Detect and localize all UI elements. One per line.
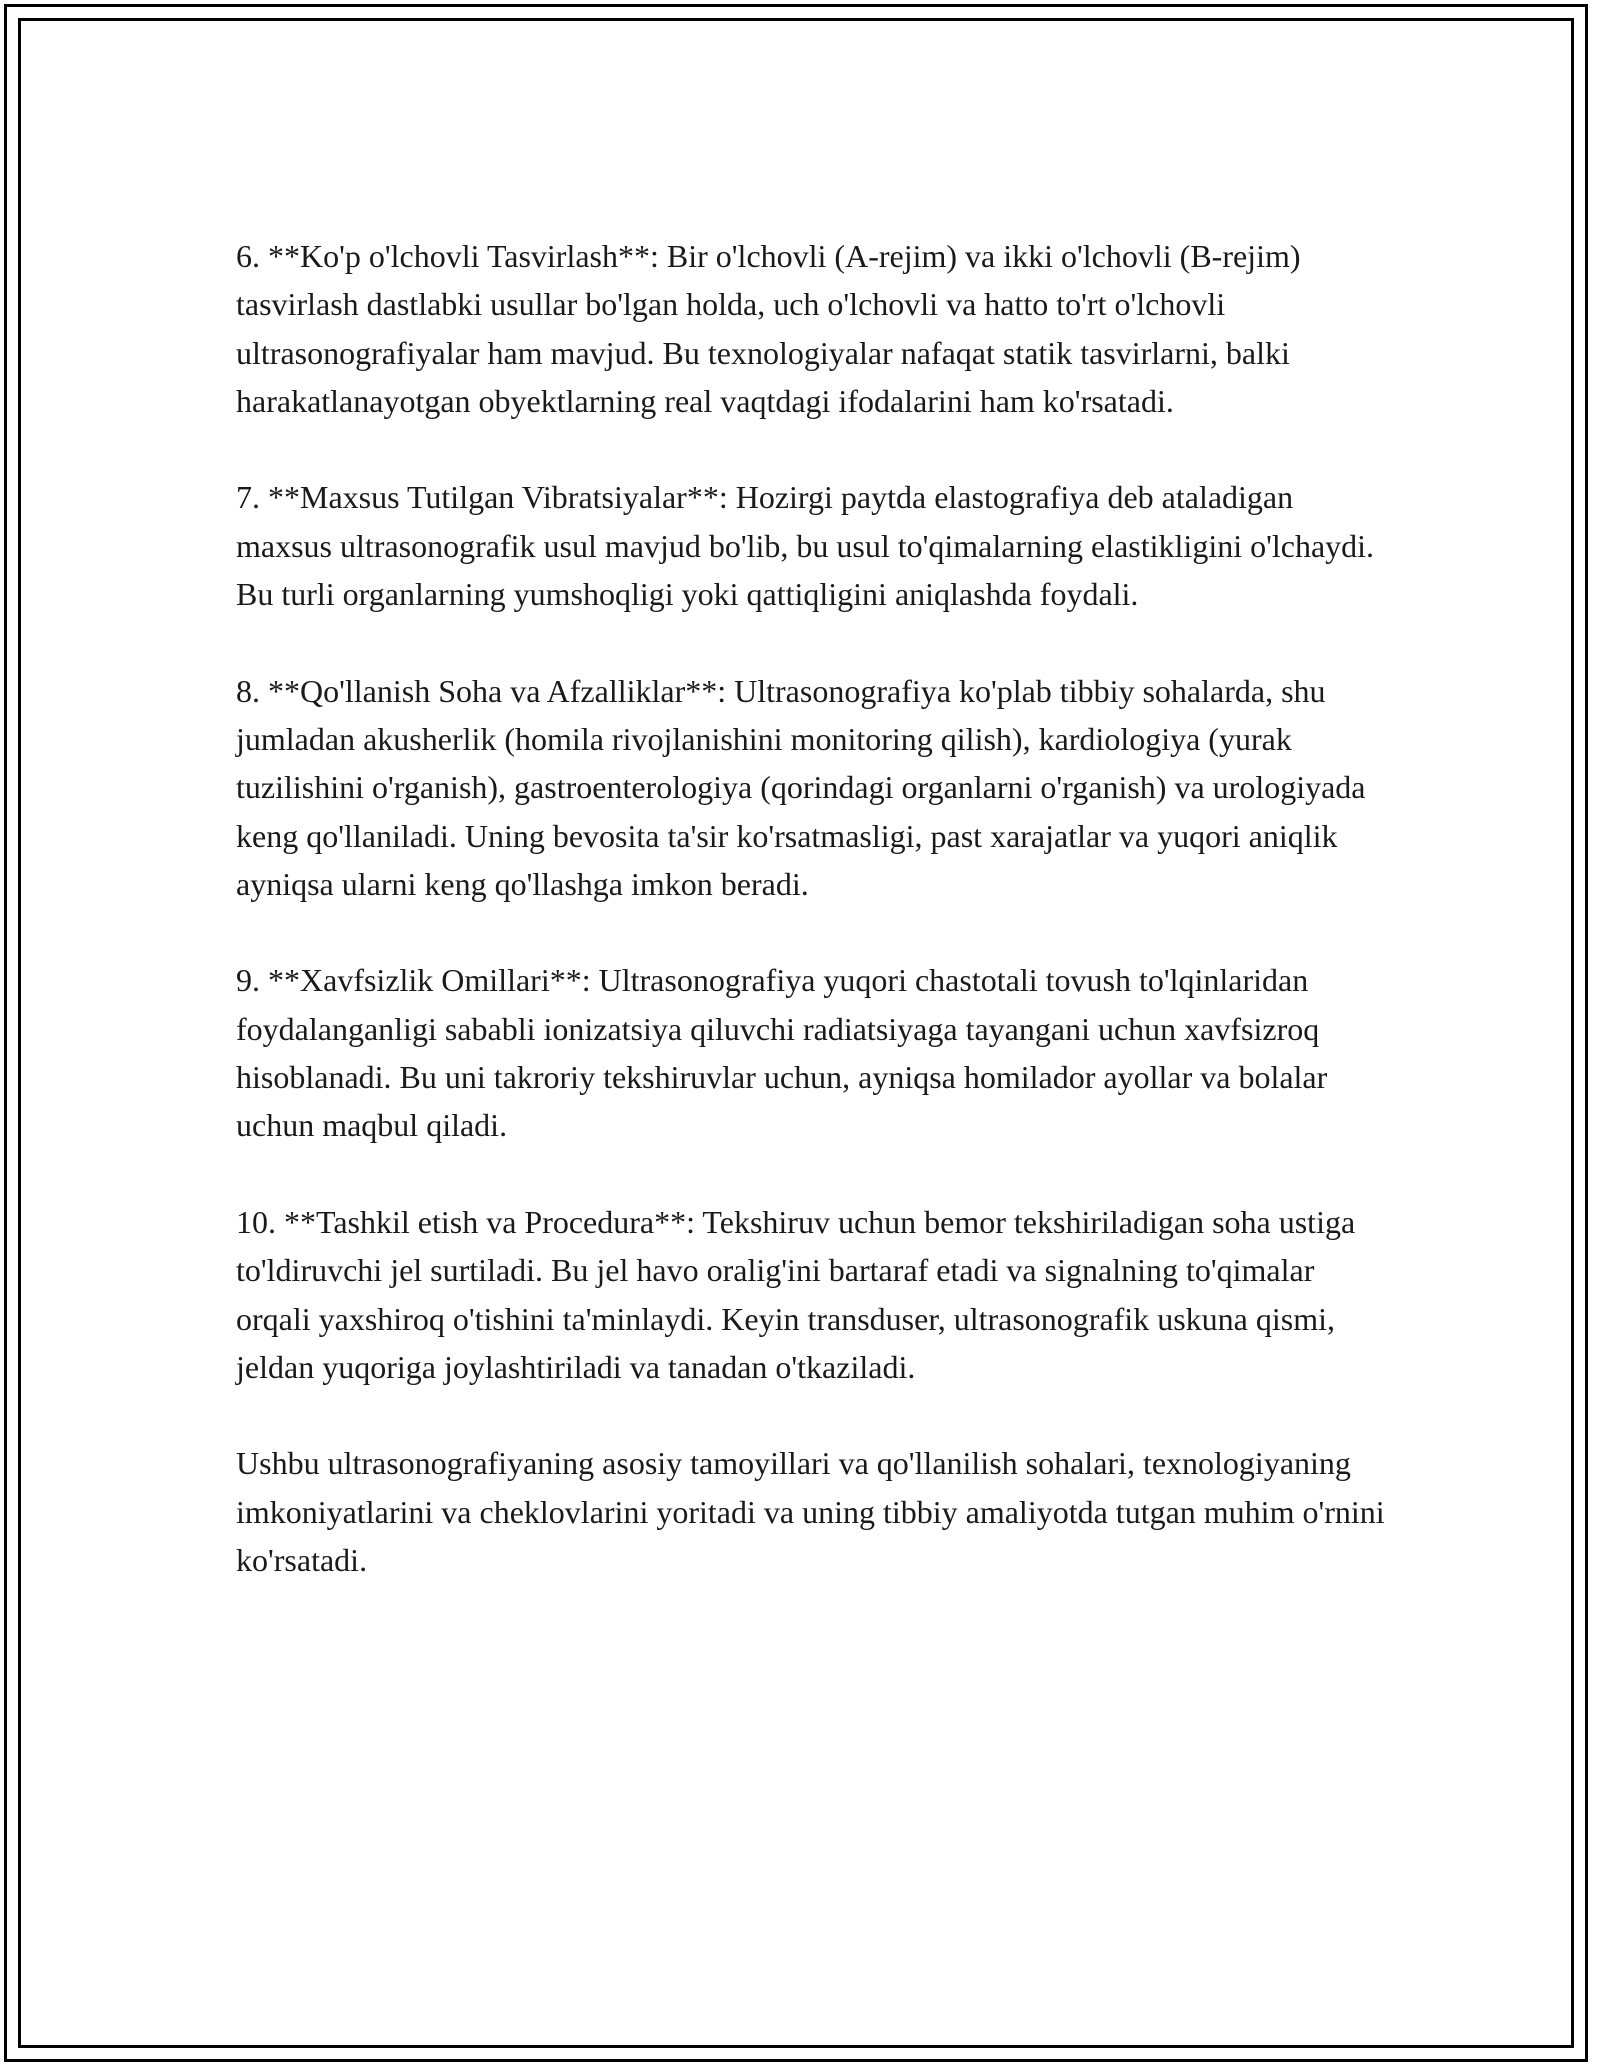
paragraph-item-9: 9. **Xavfsizlik Omillari**: Ultrasonografiya yuqori chastotali tovush to'lqinlaridan foydalanganligi sababli ionizatsiya qiluvchi radiatsiyaga tayangani uchun xavfsizroq hisoblanadi. Bu uni takroriy tekshiruvlar uchun, ayniqsa homilador ayollar va bolalar uchun maqbul qiladi. <box>236 962 1328 1144</box>
paragraph-item-7: 7. **Maxsus Tutilgan Vibratsiyalar**: Hozirgi paytda elastografiya deb ataladigan maxsus ultrasonografik usul mavjud bo'lib, bu usul to'qimalarning elastikligini o'lchaydi. Bu turli organlarning yumshoqligi yoki qattiqligini aniqlashda foydali. <box>236 479 1375 613</box>
conclusion-paragraph: Ushbu ultrasonografiyaning asosiy tamoyillari va qo'llanilish sohalari, texnologiyaning imkoniyatlarini va cheklovlarini yoritadi va uning tibbiy amaliyotda tutgan muhim o'rnini ko'rsatadi. <box>236 1445 1385 1579</box>
document-body <box>236 232 1396 1633</box>
paragraph-item-6: 6. **Ko'p o'lchovli Tasvirlash**: Bir o'lchovli (A-rejim) va ikki o'lchovli (B-rejim) tasvirlash dastlabki usullar bo'lgan holda, uch o'lchovli va hatto to'rt o'lchovli ultrasonografiyalar ham mavjud. Bu texnologiyalar nafaqat statik tasvirlarni, balki harakatlanayotgan obyektlarning real vaqtdagi ifodalarini ham ko'rsatadi. <box>236 238 1301 419</box>
paragraph-item-8: 8. **Qo'llanish Soha va Afzalliklar**: Ultrasonografiya ko'plab tibbiy sohalarda, shu jumladan akusherlik (homila rivojlanishini monitoring qilish), kardiologiya (yurak tuzilishini o'rganish), gastroenterologiya (qorindagi organlarni o'rganish) va urologiyada keng qo'llaniladi. Uning bevosita ta'sir ko'rsatmasligi, past xarajatlar va yuqori aniqlik ayniqsa ularni keng qo'llashga imkon beradi. <box>236 672 1366 902</box>
paragraph-item-10: 10. **Tashkil etish va Procedura**: Tekshiruv uchun bemor tekshiriladigan soha ustiga to'ldiruvchi jel surtiladi. Bu jel havo oralig'ini bartaraf etadi va signalning to'qimalar orqali yaxshiroq o'tishini ta'minlaydi. Keyin transduser, ultrasonografik uskuna qismi, jeldan yuqoriga joylashtiriladi va tanadan o'tkaziladi. <box>236 1203 1356 1385</box>
